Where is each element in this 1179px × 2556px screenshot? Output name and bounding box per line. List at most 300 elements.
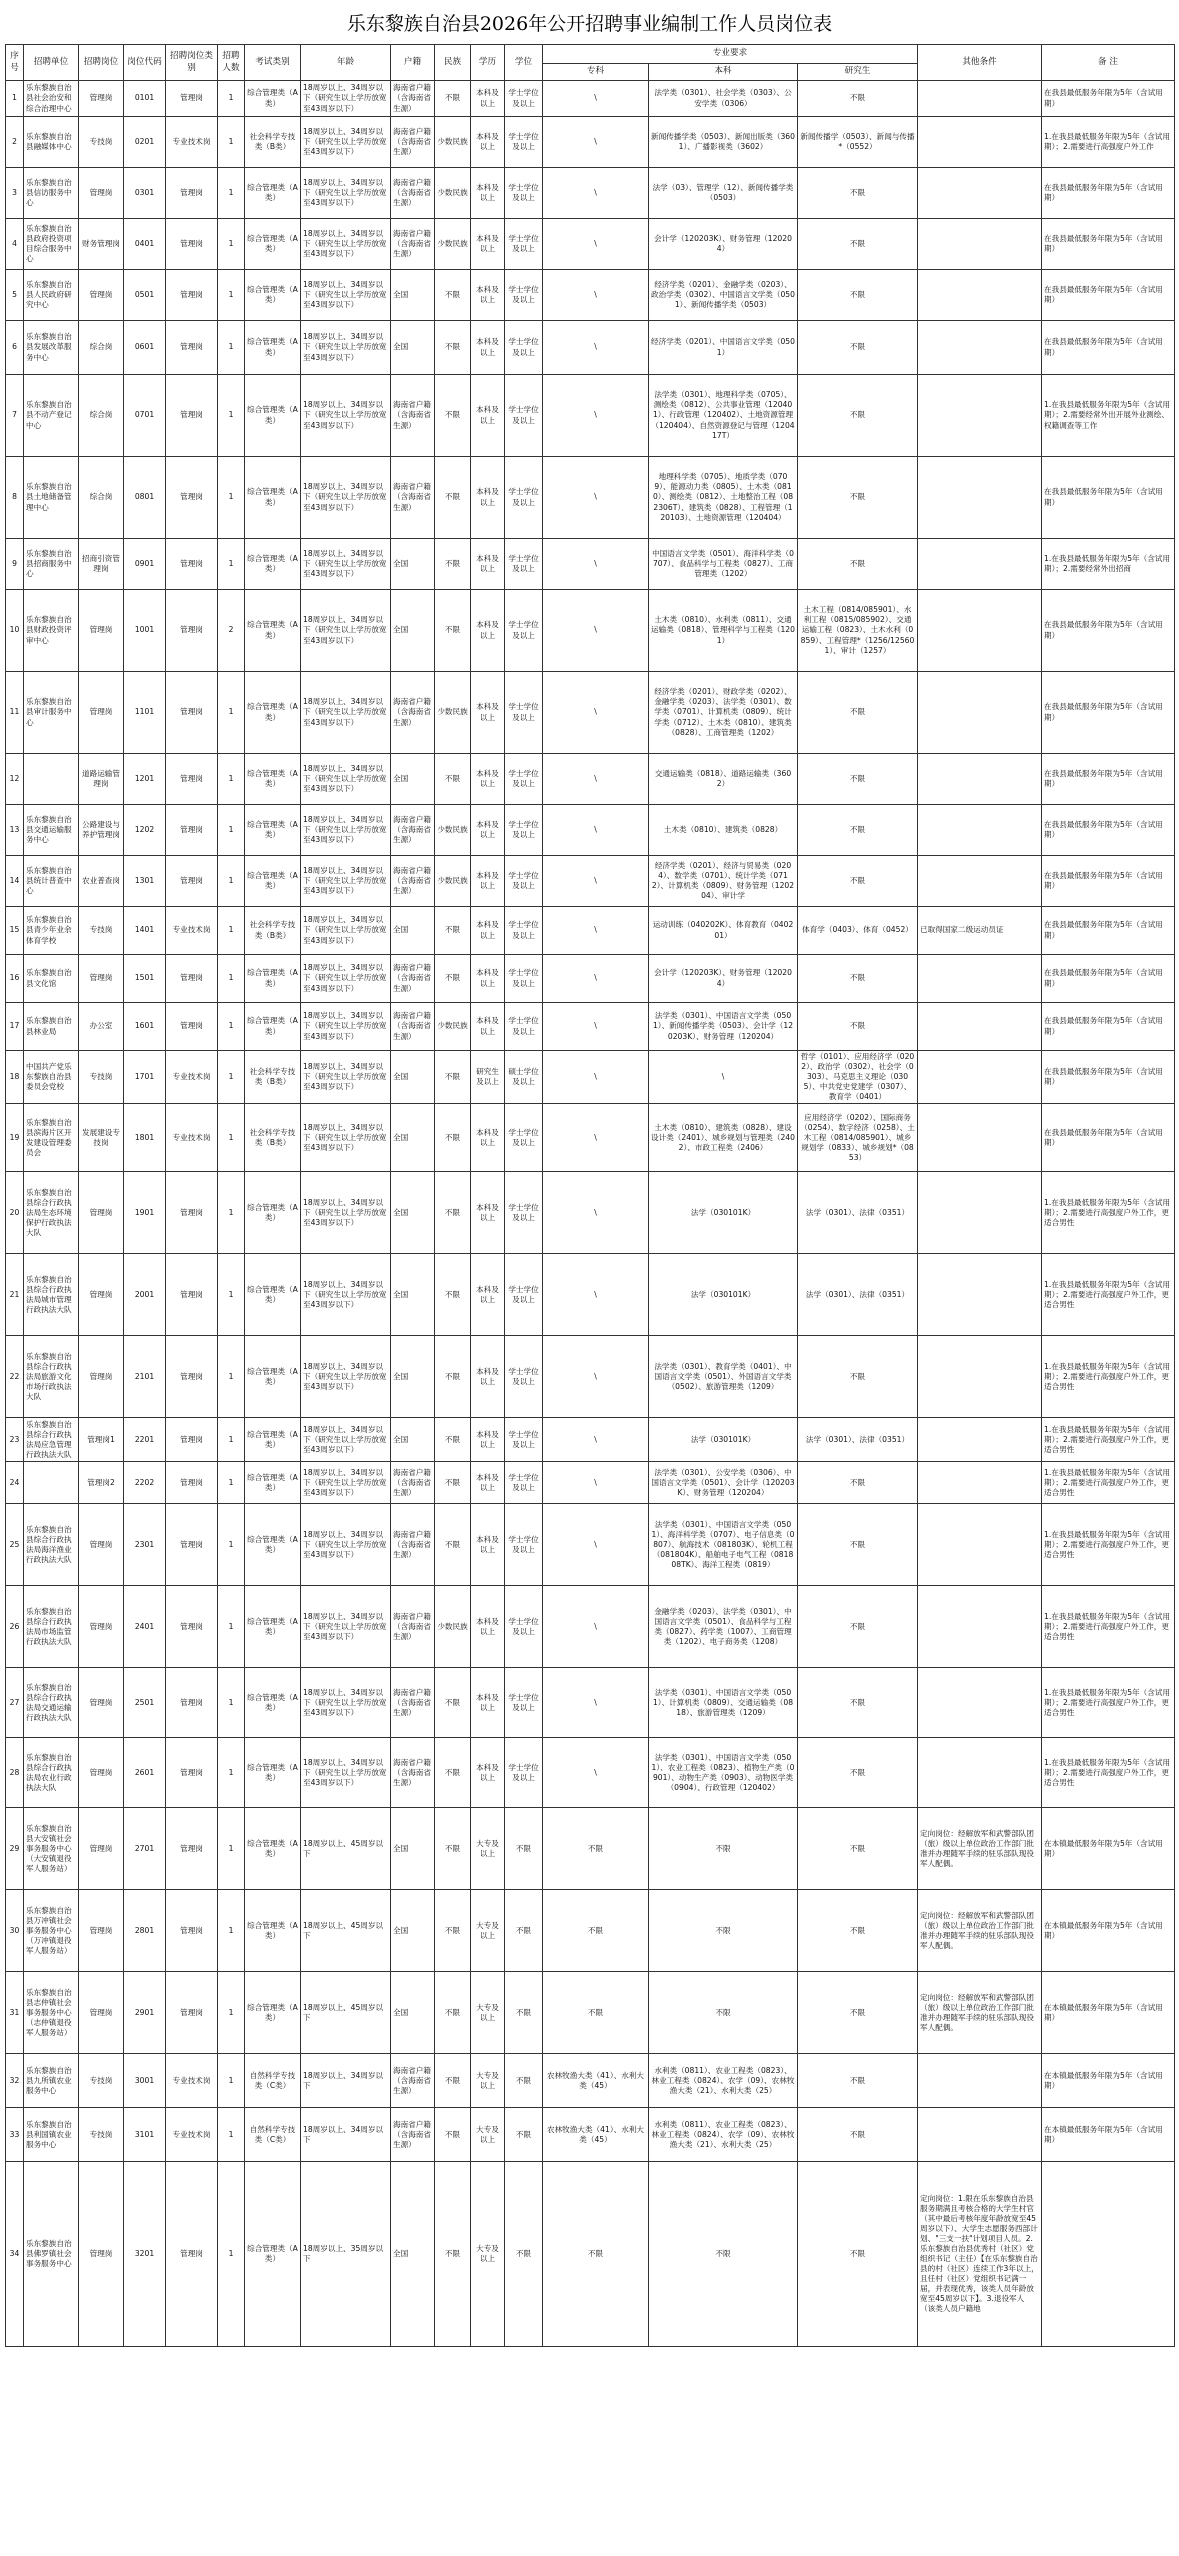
cell-remark: 1.在我县最低服务年限为5年（含试用期）；2.需要进行高强度户外工作，更适合男性 [1042,1738,1175,1808]
cell-seq: 31 [6,1972,24,2054]
cell-degree: 学士学位及以上 [505,1104,543,1172]
cell-seq: 33 [6,2108,24,2162]
cell-ethnic: 少数民族 [435,1586,471,1668]
cell-remark: 1.在我县最低服务年限为5年（含试用期）；2.需要进行高强度户外工作，更适合男性 [1042,1504,1175,1586]
cell-ethnic: 不限 [435,754,471,805]
table-row [6,754,1175,805]
cell-ethnic: 不限 [435,1172,471,1254]
cell-remark: 1.在我县最低服务年限为5年（含试用期）；2.需要进行高强度户外工作，更适合男性 [1042,1586,1175,1668]
cell-exam: 综合管理类（A类） [245,1668,301,1738]
cell-bk: 金融学类（0203）、法学类（0301）、中国语言文学类（0501）、食品科学与工程类（0827）、药学类（1007）、工商管理类（1202）、电子商务类（1208） [649,1586,798,1668]
cell-edu: 研究生及以上 [471,1051,505,1104]
cell-degree: 学士学位及以上 [505,1462,543,1504]
cell-yjs: 应用经济学（0202）、国际商务（0254）、数字经济（0258）、土木工程（0814/085901）、城乡规划学（0833）、城乡规划*（0853） [798,1104,918,1172]
header-age: 年龄 [301,45,391,81]
cell-edu: 本科及以上 [471,805,505,856]
header-other: 其他条件 [918,45,1042,81]
cell-edu: 本科及以上 [471,955,505,1003]
cell-code: 1401 [124,907,166,955]
cell-remark: 在我县最低服务年限为5年（含试用期） [1042,907,1175,955]
cell-seq: 28 [6,1738,24,1808]
table-row [6,1051,1175,1104]
cell-remark: 在我县最低服务年限为5年（含试用期） [1042,81,1175,117]
cell-ethnic: 不限 [435,1254,471,1336]
cell-edu: 本科及以上 [471,1003,505,1051]
cell-degree: 学士学位及以上 [505,955,543,1003]
cell-hukou: 海南省户籍（含海南省生源） [391,856,435,907]
cell-yjs: 不限 [798,321,918,375]
cell-num: 1 [218,1172,245,1254]
cell-ethnic: 不限 [435,1336,471,1418]
cell-ethnic: 不限 [435,81,471,117]
table-row [6,1172,1175,1254]
cell-degree: 学士学位及以上 [505,590,543,672]
cell-bk: 法学（03）、管理学（12）、新闻传播学类（0503） [649,168,798,219]
cell-post: 管理岗2 [79,1462,124,1504]
cell-code: 0301 [124,168,166,219]
table-row [6,2054,1175,2108]
cell-exam: 综合管理类（A类） [245,1462,301,1504]
cell-age: 18周岁以上、35周岁以下 [301,2162,391,2347]
cell-zk: \ [543,375,649,457]
cell-degree: 学士学位及以上 [505,1668,543,1738]
header-remark: 备 注 [1042,45,1175,81]
cell-age: 18周岁以上、34周岁以下（研究生以上学历放宽至43周岁以下） [301,117,391,168]
cell-unit: 乐东黎族自治县万冲镇社会事务服务中心（万冲镇退役军人服务站） [24,1890,79,1972]
cell-edu: 本科及以上 [471,219,505,270]
cell-bk: 会计学（120203K）、财务管理（120204） [649,955,798,1003]
cell-age: 18周岁以上、34周岁以下（研究生以上学历放宽至43周岁以下） [301,1254,391,1336]
cell-seq: 27 [6,1668,24,1738]
header-exam: 考试类别 [245,45,301,81]
cell-yjs: 不限 [798,270,918,321]
cell-seq: 25 [6,1504,24,1586]
cell-code: 3001 [124,2054,166,2108]
cell-zk: \ [543,81,649,117]
cell-other [918,457,1042,539]
cell-bk: 新闻传播学类（0503）、新闻出版类（3601）、广播影视类（3602） [649,117,798,168]
header-post: 招聘岗位 [79,45,124,81]
cell-code: 0201 [124,117,166,168]
cell-zk: \ [543,1462,649,1504]
cell-unit: 乐东黎族自治县林业局 [24,1003,79,1051]
cell-other [918,375,1042,457]
cell-zk: 农林牧渔大类（41）、水利大类（45） [543,2108,649,2162]
cell-yjs: 不限 [798,1586,918,1668]
cell-code: 0501 [124,270,166,321]
cell-type: 管理岗 [166,168,218,219]
cell-type: 管理岗 [166,1418,218,1462]
cell-other [918,1336,1042,1418]
cell-type: 管理岗 [166,457,218,539]
cell-exam: 社会科学专技类（B类） [245,1051,301,1104]
cell-seq: 23 [6,1418,24,1462]
cell-edu: 大专及以上 [471,1808,505,1890]
cell-other [918,856,1042,907]
cell-exam: 综合管理类（A类） [245,81,301,117]
cell-other [918,805,1042,856]
cell-other: 定向岗位：1.限在乐东黎族自治县服务期满且考核合格的大学生村官（其中最后考核年度年龄放宽至45周岁以下）、大学生志愿服务西部计划、"三支一扶"计划项目人员。2.乐东黎族自治县优秀村（社区）党组织书记（主任）【在乐东黎族自治县的村（社区）连续工作3年以上，且任村（社区）党组织书记满一届，并表现优秀，该类人员年龄放宽至45周岁以下】。3.退役军人（该类人员户籍地 [918,2162,1042,2347]
cell-zk: \ [543,955,649,1003]
cell-seq: 1 [6,81,24,117]
table-row [6,539,1175,590]
cell-exam: 综合管理类（A类） [245,2162,301,2347]
cell-ethnic: 不限 [435,1418,471,1462]
cell-edu: 本科及以上 [471,1586,505,1668]
cell-remark: 在我县最低服务年限为5年（含试用期） [1042,457,1175,539]
cell-age: 18周岁以上、34周岁以下（研究生以上学历放宽至43周岁以下） [301,1051,391,1104]
cell-zk: \ [543,457,649,539]
cell-edu: 本科及以上 [471,590,505,672]
cell-hukou: 全国 [391,1890,435,1972]
cell-other [918,1668,1042,1738]
cell-bk: 法学类（0301）、中国语言文学类（0501）、农业工程类（0823）、植物生产类（0901）、动物生产类（0903）、动物医学类（0904）、行政管理（120402） [649,1738,798,1808]
cell-edu: 本科及以上 [471,856,505,907]
table-row [6,2162,1175,2347]
cell-unit: 乐东黎族自治县招商服务中心 [24,539,79,590]
cell-degree: 学士学位及以上 [505,270,543,321]
cell-hukou: 全国 [391,1051,435,1104]
table-row [6,1336,1175,1418]
cell-num: 1 [218,805,245,856]
cell-code: 0701 [124,375,166,457]
cell-age: 18周岁以上、34周岁以下（研究生以上学历放宽至43周岁以下） [301,590,391,672]
cell-exam: 综合管理类（A类） [245,219,301,270]
cell-edu: 本科及以上 [471,754,505,805]
cell-type: 管理岗 [166,672,218,754]
cell-remark: 在我县最低服务年限为5年（含试用期） [1042,219,1175,270]
cell-post: 管理岗 [79,81,124,117]
cell-other [918,1586,1042,1668]
cell-age: 18周岁以上、34周岁以下（研究生以上学历放宽至43周岁以下） [301,1104,391,1172]
table-row [6,457,1175,539]
cell-unit: 乐东黎族自治县政府投资项目综合服务中心 [24,219,79,270]
cell-degree: 不限 [505,2162,543,2347]
cell-remark: 1.在我县最低服务年限为5年（含试用期）；2.需要经常外出开展外业测绘、权籍调查等工作 [1042,375,1175,457]
cell-zk: \ [543,1254,649,1336]
cell-yjs: 体育学（0403）、体育（0452） [798,907,918,955]
cell-bk: 经济学类（0201）、财政学类（0202）、金融学类（0203）、法学类（0301）、数学类（0701）、计算机类（0809）、统计学类（0712）、土木类（0810）、建筑类（0828）、工商管理类（1202） [649,672,798,754]
cell-seq: 17 [6,1003,24,1051]
cell-yjs: 不限 [798,1003,918,1051]
cell-unit: 乐东黎族自治县综合行政执法局市场监管行政执法大队 [24,1586,79,1668]
cell-edu: 本科及以上 [471,321,505,375]
cell-post: 道路运输管理岗 [79,754,124,805]
cell-degree: 学士学位及以上 [505,1504,543,1586]
cell-hukou: 海南省户籍（含海南省生源） [391,1668,435,1738]
cell-exam: 综合管理类（A类） [245,590,301,672]
cell-bk: 水利类（0811）、农业工程类（0823）、林业工程类（0824）、农学（09）、农林牧渔大类（21）、水利大类（25） [649,2054,798,2108]
cell-bk: 法学类（0301）、中国语言文学类（0501）、海洋科学类（0707）、电子信息类（0807）、航海技术（081803K）、轮机工程（081804K）、船舶电子电气工程（081808TK）、海洋工程类（0819） [649,1504,798,1586]
cell-bk: 法学（030101K） [649,1254,798,1336]
table-row [6,955,1175,1003]
cell-exam: 综合管理类（A类） [245,1586,301,1668]
table-row [6,1003,1175,1051]
table-row [6,1668,1175,1738]
cell-unit: 乐东黎族自治县大安镇社会事务服务中心（大安镇退役军人服务站） [24,1808,79,1890]
cell-seq: 9 [6,539,24,590]
cell-ethnic: 不限 [435,1104,471,1172]
cell-zk: \ [543,1003,649,1051]
cell-edu: 本科及以上 [471,1104,505,1172]
cell-zk: \ [543,1336,649,1418]
cell-yjs: 法学（0301）、法律（0351） [798,1418,918,1462]
cell-ethnic: 不限 [435,1890,471,1972]
cell-bk: 土木类（0810）、建筑类（0828）、建设设计类（2401）、城乡规划与管理类（2402）、市政工程类（2406） [649,1104,798,1172]
cell-code: 1801 [124,1104,166,1172]
cell-hukou: 海南省户籍（含海南省生源） [391,2108,435,2162]
cell-age: 18周岁以上、34周岁以下（研究生以上学历放宽至43周岁以下） [301,1172,391,1254]
table-row [6,1104,1175,1172]
cell-post: 综合岗 [79,375,124,457]
cell-exam: 综合管理类（A类） [245,1003,301,1051]
cell-num: 1 [218,1668,245,1738]
cell-code: 1202 [124,805,166,856]
cell-code: 1301 [124,856,166,907]
cell-post: 管理岗 [79,1254,124,1336]
cell-seq: 7 [6,375,24,457]
cell-unit: 乐东黎族自治县不动产登记中心 [24,375,79,457]
cell-code: 1601 [124,1003,166,1051]
cell-seq: 4 [6,219,24,270]
cell-zk: \ [543,219,649,270]
cell-remark: 在我县最低服务年限为5年（含试用期） [1042,590,1175,672]
cell-unit: 乐东黎族自治县统计普查中心 [24,856,79,907]
cell-type: 管理岗 [166,1462,218,1504]
cell-degree: 学士学位及以上 [505,907,543,955]
cell-type: 管理岗 [166,375,218,457]
cell-degree: 学士学位及以上 [505,672,543,754]
cell-seq: 22 [6,1336,24,1418]
cell-age: 18周岁以上、34周岁以下（研究生以上学历放宽至43周岁以下） [301,539,391,590]
cell-bk: 不限 [649,1972,798,2054]
cell-ethnic: 不限 [435,321,471,375]
cell-degree: 学士学位及以上 [505,81,543,117]
cell-type: 管理岗 [166,955,218,1003]
cell-num: 1 [218,907,245,955]
cell-code: 1701 [124,1051,166,1104]
cell-remark: 在我县最低服务年限为5年（含试用期） [1042,168,1175,219]
cell-ethnic: 不限 [435,907,471,955]
cell-hukou: 海南省户籍（含海南省生源） [391,2054,435,2108]
cell-hukou: 海南省户籍（含海南省生源） [391,955,435,1003]
cell-unit: 乐东黎族自治县综合行政执法局应急管理行政执法大队 [24,1418,79,1462]
cell-type: 管理岗 [166,2162,218,2347]
cell-unit: 乐东黎族自治县九所镇农业服务中心 [24,2054,79,2108]
cell-seq: 13 [6,805,24,856]
cell-post: 管理岗 [79,1586,124,1668]
cell-exam: 综合管理类（A类） [245,1254,301,1336]
cell-seq: 5 [6,270,24,321]
cell-post: 管理岗 [79,1336,124,1418]
cell-hukou: 全国 [391,1254,435,1336]
table-row [6,1808,1175,1890]
cell-zk: \ [543,590,649,672]
cell-edu: 本科及以上 [471,1462,505,1504]
cell-unit: 乐东黎族自治县财政投资评审中心 [24,590,79,672]
table-row [6,856,1175,907]
cell-ethnic: 不限 [435,270,471,321]
cell-degree: 学士学位及以上 [505,375,543,457]
cell-remark: 在我县最低服务年限为5年（含试用期） [1042,805,1175,856]
cell-num: 1 [218,672,245,754]
cell-code: 2101 [124,1336,166,1418]
cell-num: 1 [218,1003,245,1051]
cell-hukou: 海南省户籍（含海南省生源） [391,168,435,219]
cell-code: 2501 [124,1668,166,1738]
cell-unit [24,754,79,805]
cell-yjs: 不限 [798,2162,918,2347]
cell-remark: 1.在我县最低服务年限为5年（含试用期）；2.需要经常外出招商 [1042,539,1175,590]
cell-exam: 社会科学专技类（B类） [245,1104,301,1172]
cell-hukou: 全国 [391,539,435,590]
cell-bk: 法学类（0301）、中国语言文学类（0501）、新闻传播学类（0503）、会计学（120203K）、财务管理（120204） [649,1003,798,1051]
cell-num: 1 [218,2162,245,2347]
cell-yjs: 不限 [798,168,918,219]
cell-post: 综合岗 [79,457,124,539]
cell-seq: 14 [6,856,24,907]
cell-ethnic: 不限 [435,457,471,539]
cell-remark: 在本镇最低服务年限为5年（含试用期） [1042,2054,1175,2108]
cell-remark: 在本镇最低服务年限为5年（含试用期） [1042,2108,1175,2162]
cell-ethnic: 少数民族 [435,805,471,856]
cell-remark: 在我县最低服务年限为5年（含试用期） [1042,1003,1175,1051]
cell-unit: 乐东黎族自治县佛罗镇社会事务服务中心 [24,2162,79,2347]
job-table [5,44,1175,2347]
cell-hukou: 全国 [391,590,435,672]
cell-unit: 乐东黎族自治县发展改革服务中心 [24,321,79,375]
cell-seq: 10 [6,590,24,672]
cell-zk: \ [543,117,649,168]
cell-zk: 农林牧渔大类（41）、水利大类（45） [543,2054,649,2108]
cell-other: 已取得国家二级运动员证 [918,907,1042,955]
table-row [6,1890,1175,1972]
cell-bk: 土木类（0810）、水利类（0811）、交通运输类（0818）、管理科学与工程类（1201） [649,590,798,672]
cell-zk: \ [543,270,649,321]
cell-unit: 乐东黎族自治县滨海片区开发建设管理委员会 [24,1104,79,1172]
cell-edu: 本科及以上 [471,539,505,590]
cell-other [918,270,1042,321]
cell-exam: 综合管理类（A类） [245,1504,301,1586]
cell-type: 管理岗 [166,1254,218,1336]
cell-post: 招商引资管理岗 [79,539,124,590]
cell-unit: 乐东黎族自治县综合行政执法局城市管理行政执法大队 [24,1254,79,1336]
cell-other [918,590,1042,672]
cell-type: 专业技术岗 [166,2108,218,2162]
cell-seq: 24 [6,1462,24,1504]
cell-remark: 在本镇最低服务年限为5年（含试用期） [1042,1808,1175,1890]
cell-seq: 15 [6,907,24,955]
cell-bk: 不限 [649,1808,798,1890]
cell-code: 2701 [124,1808,166,1890]
cell-exam: 综合管理类（A类） [245,539,301,590]
cell-bk: 法学类（0301）、公安学类（0306）、中国语言文学类（0501）、会计学（120203K）、财务管理（120204） [649,1462,798,1504]
cell-unit: 乐东黎族自治县综合行政执法局旅游文化市场行政执法大队 [24,1336,79,1418]
cell-other [918,955,1042,1003]
cell-other [918,321,1042,375]
cell-type: 管理岗 [166,1738,218,1808]
cell-type: 管理岗 [166,539,218,590]
cell-unit: 乐东黎族自治县融媒体中心 [24,117,79,168]
cell-exam: 综合管理类（A类） [245,321,301,375]
cell-other [918,1104,1042,1172]
header-unit: 招聘单位 [24,45,79,81]
cell-zk: 不限 [543,2162,649,2347]
cell-unit: 乐东黎族自治县人民政府研究中心 [24,270,79,321]
cell-hukou: 全国 [391,1336,435,1418]
cell-hukou: 全国 [391,321,435,375]
cell-age: 18周岁以上、45周岁以下 [301,1890,391,1972]
cell-exam: 综合管理类（A类） [245,375,301,457]
cell-unit: 乐东黎族自治县志仲镇社会事务服务中心（志仲镇退役军人服务站） [24,1972,79,2054]
cell-yjs: 不限 [798,754,918,805]
cell-type: 管理岗 [166,1890,218,1972]
cell-zk: \ [543,539,649,590]
cell-seq: 34 [6,2162,24,2347]
cell-type: 专业技术岗 [166,1051,218,1104]
cell-edu: 本科及以上 [471,1668,505,1738]
table-row [6,1738,1175,1808]
cell-exam: 综合管理类（A类） [245,270,301,321]
cell-other: 定向岗位：经解放军和武警部队团（旅）级以上单位政治工作部门批准并办理随军手续的驻乐部队现役军人配偶。 [918,1808,1042,1890]
cell-other [918,1051,1042,1104]
cell-edu: 本科及以上 [471,375,505,457]
table-row [6,219,1175,270]
cell-unit: 乐东黎族自治县利国镇农业服务中心 [24,2108,79,2162]
header-num: 招聘人数 [218,45,245,81]
table-row [6,805,1175,856]
cell-post: 管理岗 [79,1808,124,1890]
page-title: 乐东黎族自治县2026年公开招聘事业编制工作人员岗位表 [346,12,833,35]
cell-code: 2202 [124,1462,166,1504]
cell-code: 1901 [124,1172,166,1254]
table-row [6,117,1175,168]
cell-num: 1 [218,1254,245,1336]
cell-hukou: 海南省户籍（含海南省生源） [391,219,435,270]
cell-remark: 在我县最低服务年限为5年（含试用期） [1042,672,1175,754]
cell-exam: 综合管理类（A类） [245,1336,301,1418]
cell-yjs: 不限 [798,457,918,539]
cell-age: 18周岁以上、34周岁以下（研究生以上学历放宽至43周岁以下） [301,1668,391,1738]
cell-type: 管理岗 [166,1668,218,1738]
cell-type: 管理岗 [166,1003,218,1051]
cell-seq: 11 [6,672,24,754]
cell-edu: 大专及以上 [471,2108,505,2162]
cell-unit: 乐东黎族自治县综合行政执法局农业行政执法大队 [24,1738,79,1808]
cell-zk: 不限 [543,1890,649,1972]
cell-num: 1 [218,1586,245,1668]
table-row [6,590,1175,672]
cell-exam: 综合管理类（A类） [245,1172,301,1254]
cell-ethnic: 不限 [435,590,471,672]
cell-exam: 综合管理类（A类） [245,672,301,754]
cell-exam: 综合管理类（A类） [245,754,301,805]
table-row [6,81,1175,117]
cell-yjs: 不限 [798,1972,918,2054]
cell-edu: 本科及以上 [471,907,505,955]
cell-bk: 交通运输类（0818）、道路运输类（3602） [649,754,798,805]
cell-hukou: 全国 [391,1972,435,2054]
cell-age: 18周岁以上、34周岁以下（研究生以上学历放宽至43周岁以下） [301,754,391,805]
cell-zk: \ [543,754,649,805]
cell-seq: 8 [6,457,24,539]
cell-yjs: 不限 [798,81,918,117]
cell-hukou: 海南省户籍（含海南省生源） [391,81,435,117]
cell-unit: 乐东黎族自治县社会治安和综合治理中心 [24,81,79,117]
cell-code: 0801 [124,457,166,539]
cell-bk: 法学类（0301）、教育学类（0401）、中国语言文学类（0501）、外国语言文学类（0502）、旅游管理类（1209） [649,1336,798,1418]
cell-other [918,219,1042,270]
